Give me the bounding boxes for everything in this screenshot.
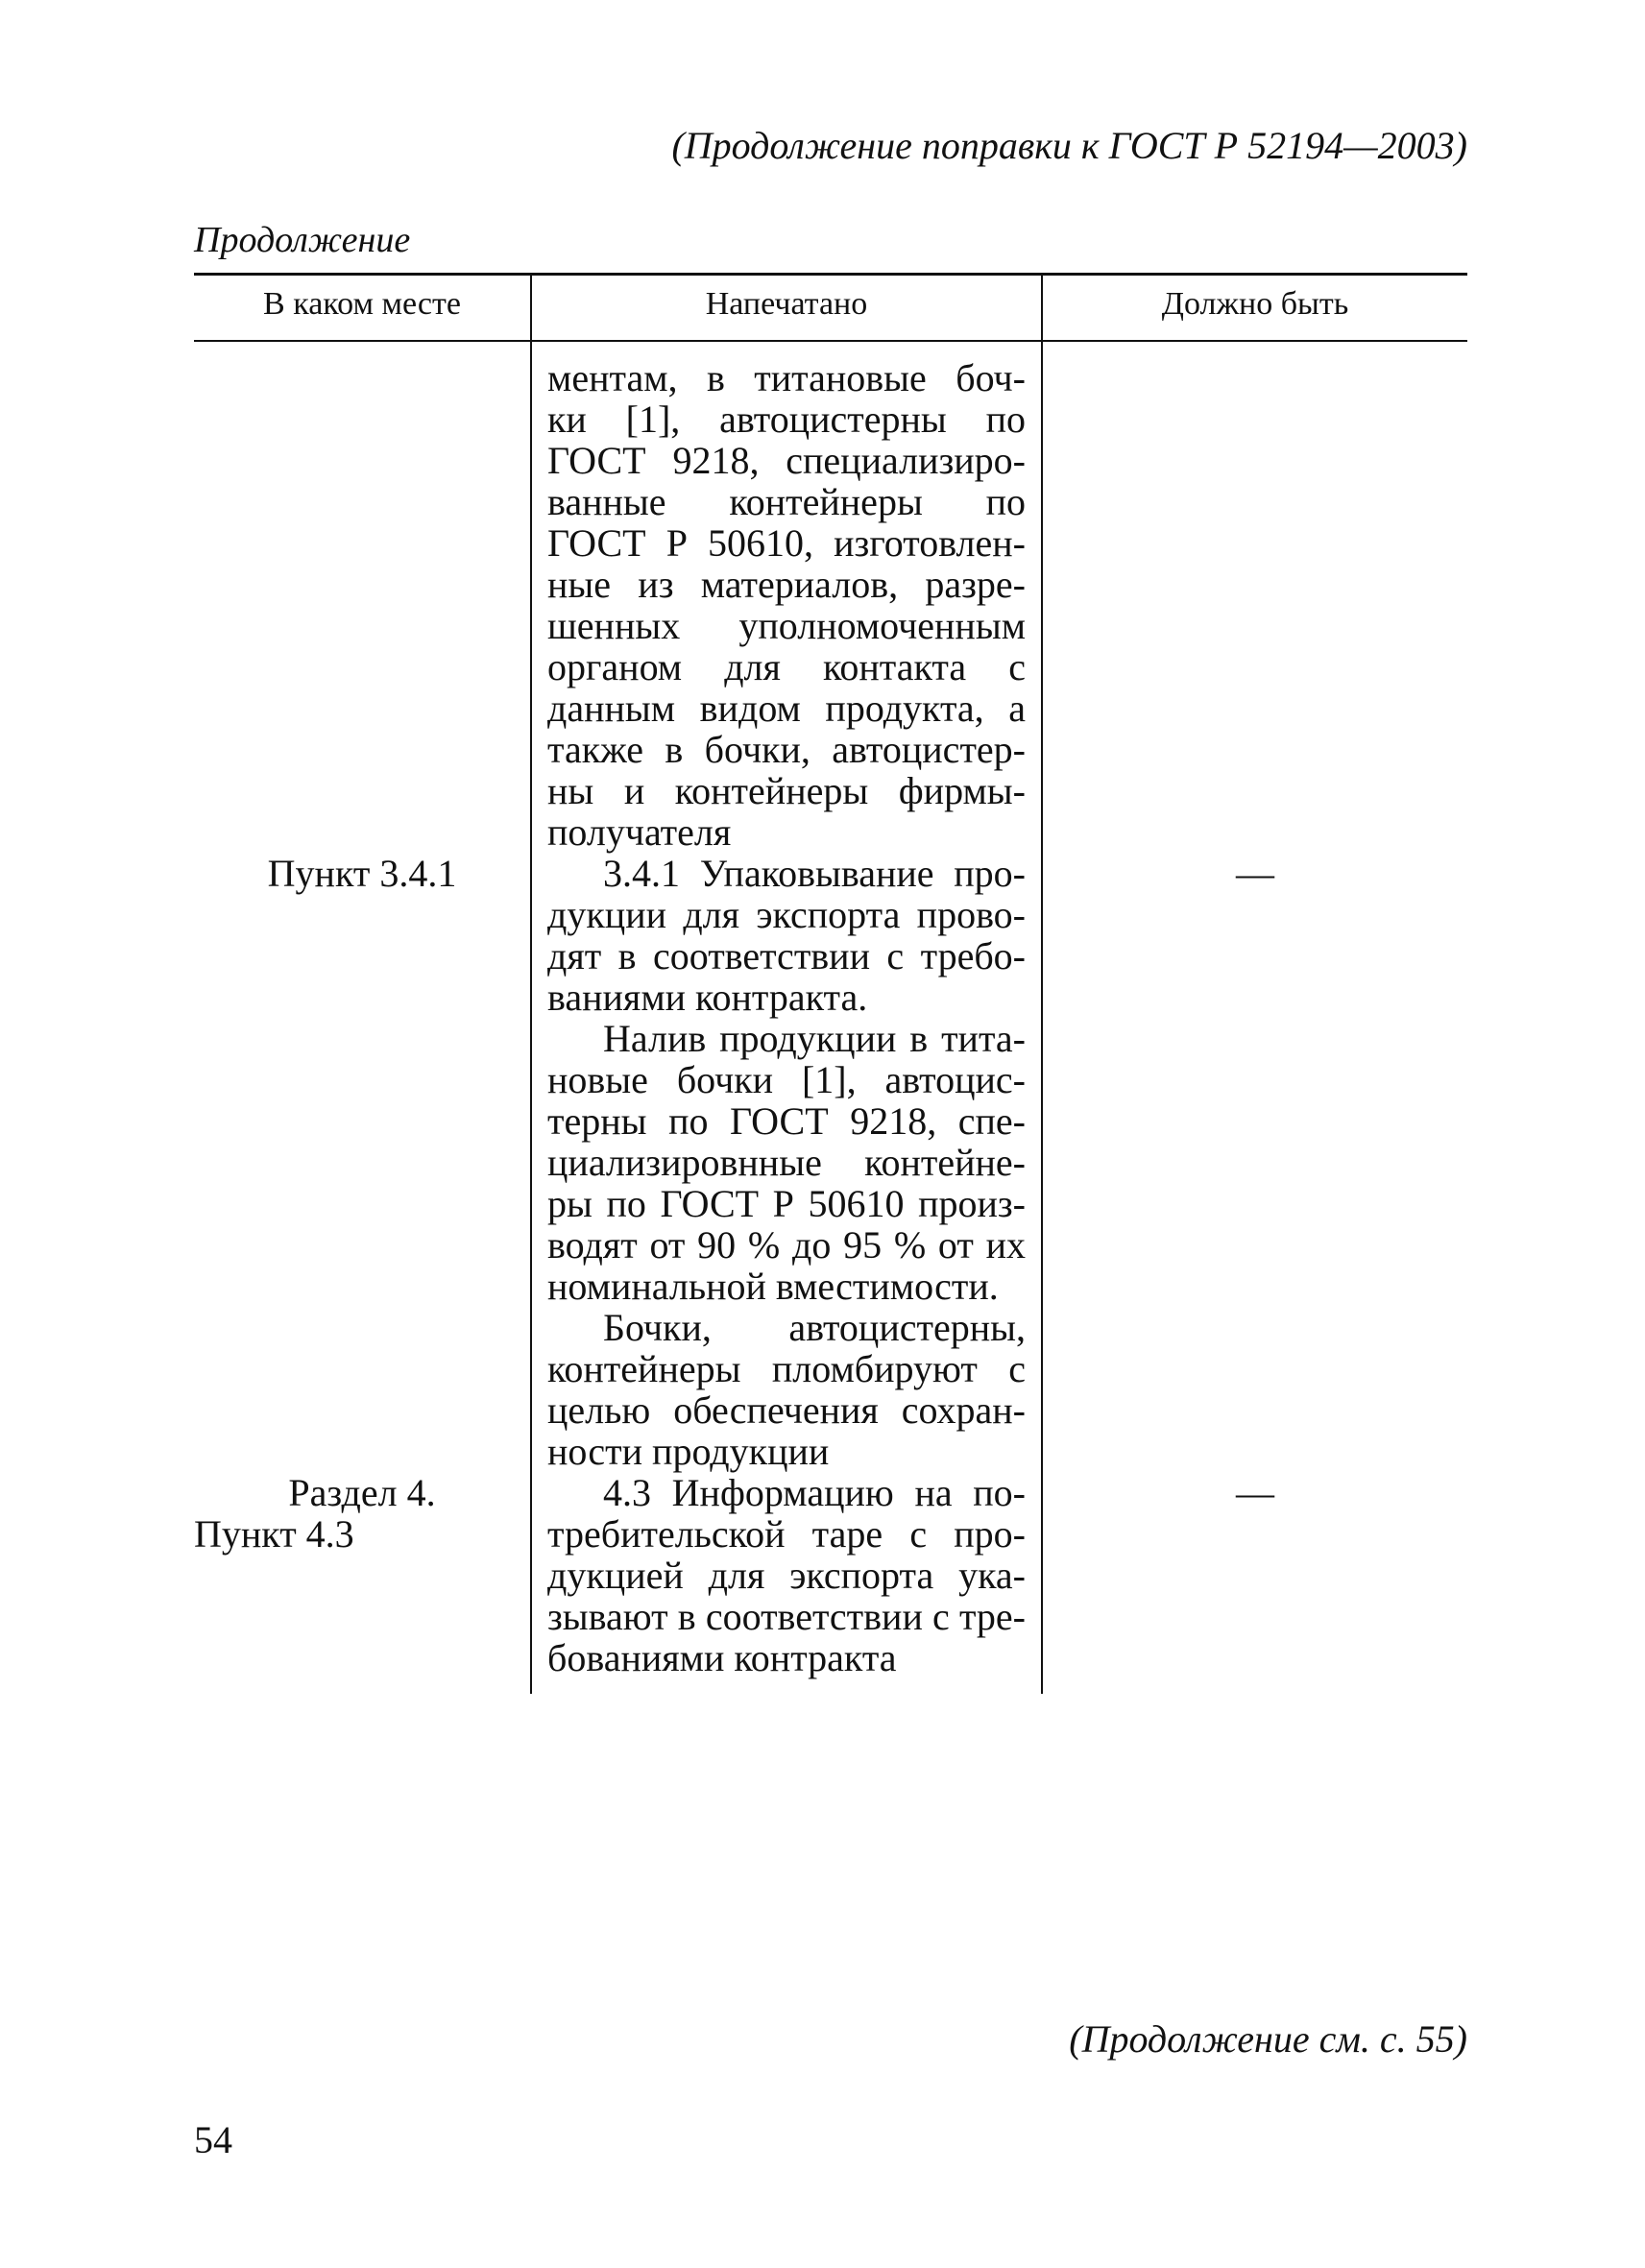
text-line: зывают в соответствии с тре- <box>547 1595 1026 1638</box>
dash-mark: — <box>1236 1471 1274 1514</box>
text-line: новые бочки [1], автоцис- <box>547 1058 1026 1101</box>
text-line: получателя <box>547 810 732 854</box>
text-line: шенных уполномоченным <box>547 604 1026 647</box>
page-number: 54 <box>194 2118 232 2161</box>
text-line: дукции для экспорта прово- <box>547 893 1026 936</box>
text-line: также в бочки, автоцистер- <box>547 728 1026 771</box>
row-1-printed <box>547 357 1026 853</box>
table-top-rule <box>194 273 1467 276</box>
text-line: данным видом продукта, а <box>547 687 1026 730</box>
errata-table <box>194 273 1467 1694</box>
column-header-should-be: Должно быть <box>1161 286 1349 322</box>
text-line: терны по ГОСТ 9218, спе- <box>547 1099 1026 1143</box>
row-3-should-be <box>1043 1472 1467 1513</box>
text-line: ванные контейнеры по <box>547 480 1026 523</box>
text-line: бованиями контракта <box>547 1636 897 1679</box>
continuation-label: Продолжение <box>194 220 411 260</box>
text-line: ности продукции <box>547 1430 830 1473</box>
text-line: ГОСТ 9218, специализиро- <box>547 439 1026 482</box>
row-2-place <box>194 853 530 894</box>
text-line: ГОСТ Р 50610, изготовлен- <box>547 521 1026 565</box>
place-line: Пункт 3.4.1 <box>267 852 457 895</box>
text-line: водят от 90 % до 95 % от их <box>547 1223 1026 1267</box>
text-line: дукцией для экспорта ука- <box>547 1554 1026 1597</box>
row-2-printed <box>547 853 1026 1472</box>
text-line: Бочки, автоцистерны, <box>603 1306 1026 1349</box>
row-2-should-be <box>1043 853 1467 894</box>
column-divider-1 <box>530 273 532 1694</box>
footer-continuation: (Продолжение см. с. 55) <box>1069 2017 1467 2061</box>
text-line: ки [1], автоцистерны по <box>547 398 1026 441</box>
text-line: ры по ГОСТ Р 50610 произ- <box>547 1182 1026 1225</box>
column-header-printed: Напечатано <box>705 286 868 322</box>
text-line: Налив продукции в тита- <box>603 1017 1026 1060</box>
row-3-printed <box>547 1472 1026 1678</box>
place-line: Пункт 4.3 <box>194 1512 354 1556</box>
text-line: контейнеры пломбируют с <box>547 1347 1026 1390</box>
text-line: органом для контакта с <box>547 645 1026 688</box>
text-line: номинальной вместимости. <box>547 1265 999 1308</box>
text-line: циализировнные контейне- <box>547 1141 1026 1184</box>
place-line: Раздел 4. <box>288 1471 436 1514</box>
dash-mark: — <box>1236 852 1274 895</box>
text-line: ваниями контракта. <box>547 976 868 1019</box>
text-line: целью обеспечения сохран- <box>547 1388 1026 1432</box>
text-line: ны и контейнеры фирмы- <box>547 769 1026 812</box>
column-header-place: В каком месте <box>263 286 461 322</box>
text-line: 4.3 Информацию на по- <box>603 1471 1026 1514</box>
text-line: ные из материалов, разре- <box>547 563 1026 606</box>
row-3-place <box>194 1472 530 1555</box>
table-header-rule <box>194 340 1467 342</box>
text-line: ментам, в титановые боч- <box>547 356 1026 399</box>
text-line: дят в соответствии с требо- <box>547 934 1026 977</box>
text-line: 3.4.1 Упаковывание про- <box>603 852 1026 895</box>
page-header: (Продолжение поправки к ГОСТ Р 52194—2003) <box>671 124 1467 167</box>
text-line: требительской таре с про- <box>547 1512 1026 1556</box>
